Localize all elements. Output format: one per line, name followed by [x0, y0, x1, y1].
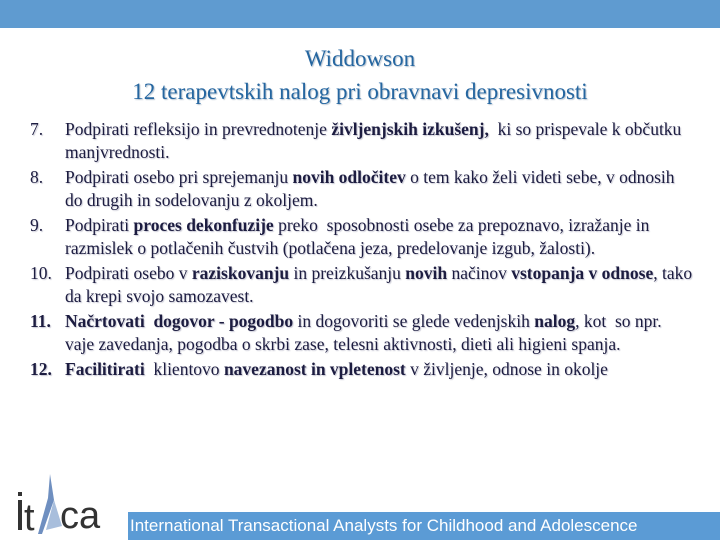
svg-text:ca: ca	[60, 495, 101, 537]
text-segment: in preizkušanju	[289, 263, 406, 283]
emphasis-text: novih	[405, 263, 448, 283]
item-number: 9.	[30, 215, 44, 235]
text-segment: in dogovoriti se glede vedenjskih	[293, 311, 535, 331]
text-segment: ki so prispevale k občutku manjvrednosti.	[65, 119, 686, 162]
item-text	[65, 358, 695, 381]
emphasis-text: Načrtovati dogovor - pogodbo	[65, 311, 294, 331]
text-segment: , kot so npr. vaje zavedanja, pogodba o skrbi zase, telesni aktivnosti, dieti ali higieni spanja.	[65, 311, 671, 354]
emphasis-text: vstopanja v odnose	[511, 263, 654, 283]
text-segment: v življenje, odnose in okolje	[405, 359, 608, 379]
emphasis-text: nalog	[534, 311, 576, 331]
list-item	[30, 214, 695, 260]
text-segment: klientovo	[144, 359, 224, 379]
task-list	[30, 118, 695, 383]
item-text	[65, 214, 695, 260]
emphasis-text: proces dekonfuzije	[133, 215, 274, 235]
item-number: 11.	[30, 311, 51, 331]
emphasis-text: Facilitirati	[65, 359, 145, 379]
footer-band: International Transactional Analysts for Childhood and Adolescence	[128, 512, 720, 540]
text-segment: , tako da krepi svojo samozavest.	[65, 263, 697, 306]
text-segment: o tem kako želi videti sebe, v odnosih do drugih in sodelovanju z okoljem.	[65, 167, 679, 210]
slide-title	[0, 42, 720, 108]
emphasis-text: novih odločitev	[292, 167, 406, 187]
text-segment: Podpirati osebo v	[65, 263, 192, 283]
text-segment: Podpirati refleksijo in prevrednotenje	[65, 119, 332, 139]
item-number: 7.	[30, 119, 44, 139]
itaca-logo	[12, 470, 122, 538]
list-item	[30, 310, 695, 356]
item-text	[65, 310, 695, 356]
title-subtitle: 12 terapevtskih nalog pri obravnavi depresivnosti	[132, 79, 588, 104]
text-segment: Podpirati osebo pri sprejemanju	[65, 167, 293, 187]
item-text	[65, 262, 695, 308]
list-item	[30, 118, 695, 164]
svg-text:t: t	[24, 497, 35, 538]
text-segment: preko sposobnosti osebe za prepoznavo, izražanje in razmislek o potlačenih čustvih (potlačena jeza, predelovanje izgub, žalosti).	[65, 215, 654, 258]
list-item	[30, 166, 695, 212]
title-author: Widdowson	[304, 46, 416, 71]
emphasis-text: življenjskih izkušenj,	[331, 119, 489, 139]
item-number: 8.	[30, 167, 44, 187]
emphasis-text: raziskovanju	[191, 263, 290, 283]
item-number: 12.	[30, 359, 52, 379]
list-item	[30, 262, 695, 308]
top-band	[0, 0, 720, 28]
emphasis-text: navezanost in vpletenost	[223, 359, 406, 379]
item-number: 10.	[30, 263, 52, 283]
text-segment: Podpirati	[65, 215, 134, 235]
text-segment: načinov	[447, 263, 512, 283]
item-text	[65, 118, 695, 164]
list-item	[30, 358, 695, 381]
item-text	[65, 166, 695, 212]
